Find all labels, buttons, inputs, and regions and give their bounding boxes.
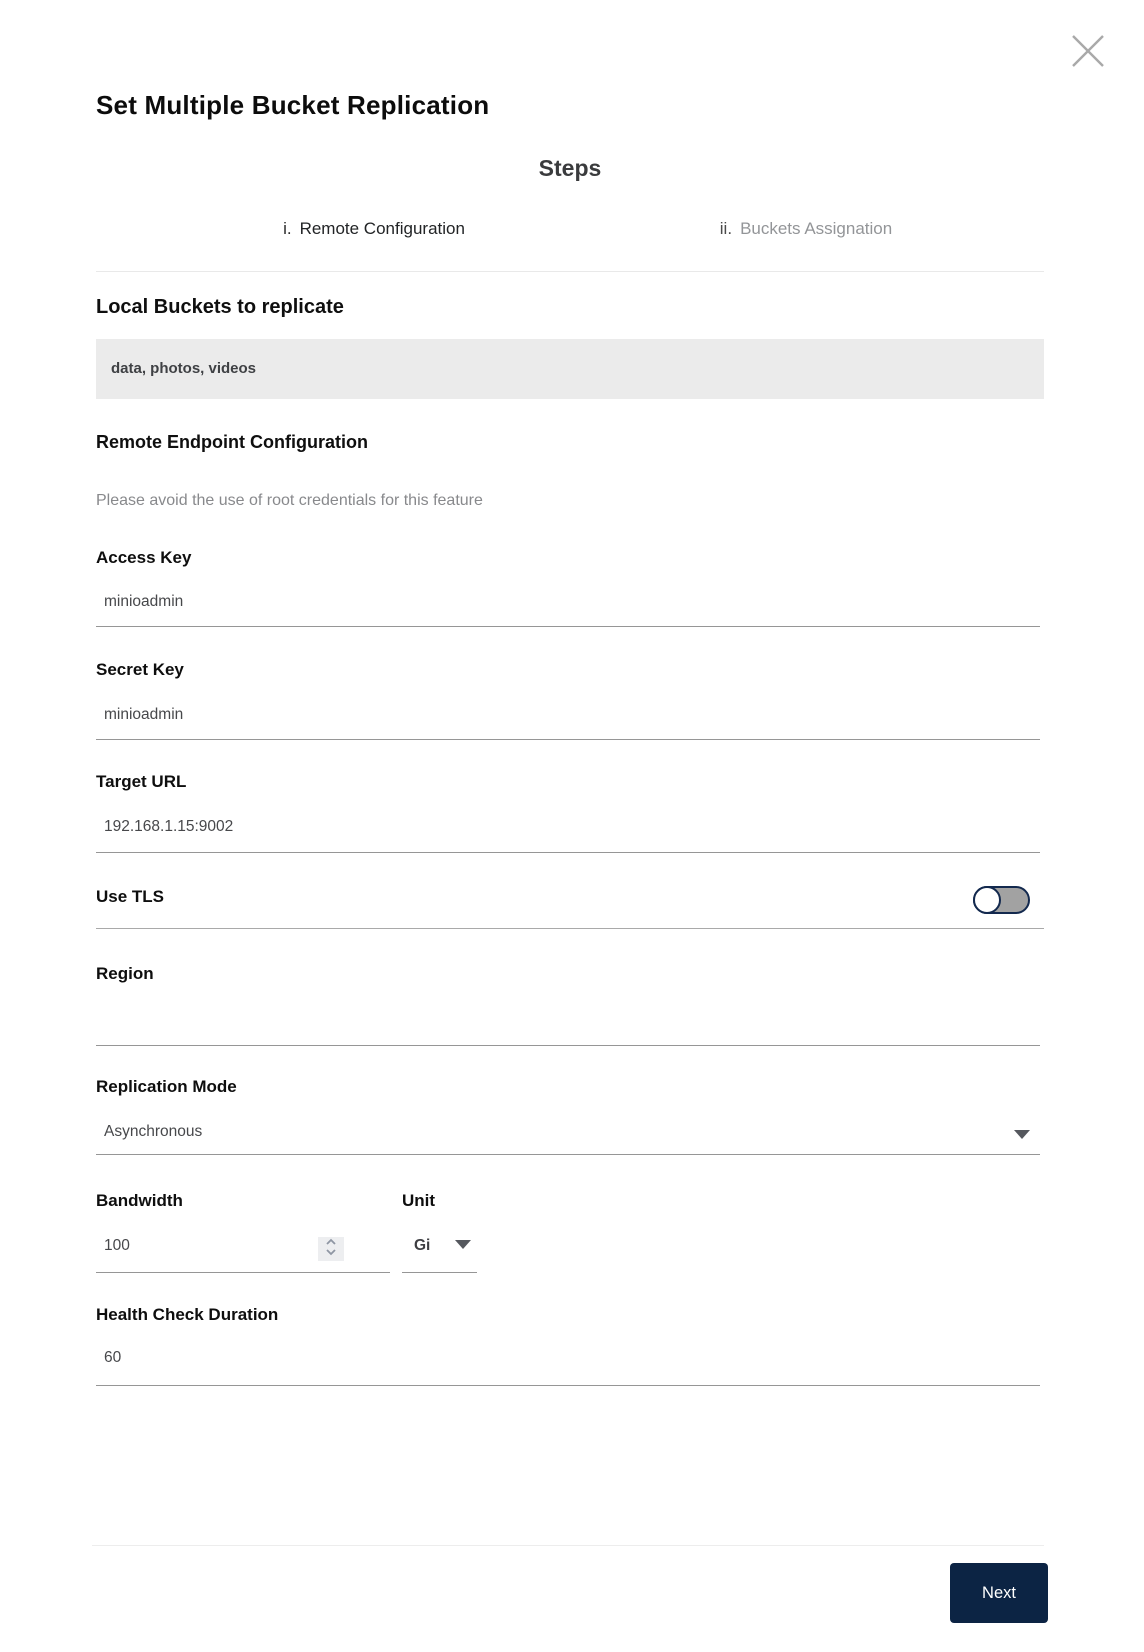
use-tls-label: Use TLS <box>96 887 165 906</box>
unit-value: Gi <box>414 1237 431 1254</box>
root-credentials-helper-text: Please avoid the use of root credentials for this feature <box>96 492 483 509</box>
use-tls-toggle[interactable] <box>973 886 1030 914</box>
region-input[interactable] <box>96 1003 1040 1046</box>
caret-down-icon <box>1014 1130 1030 1139</box>
replication-mode-label: Replication Mode <box>96 1077 237 1096</box>
health-check-duration-input[interactable] <box>96 1340 1040 1386</box>
local-buckets-value: data, photos, videos <box>111 360 257 377</box>
use-tls-divider <box>96 928 1044 929</box>
region-label: Region <box>96 964 154 983</box>
modal-title: Set Multiple Bucket Replication <box>96 90 490 120</box>
target-url-input[interactable] <box>96 809 1040 853</box>
unit-select[interactable] <box>402 1228 477 1273</box>
next-button[interactable]: Next <box>950 1563 1048 1623</box>
step-buckets-assignation[interactable] <box>570 216 1042 242</box>
target-url-value: 192.168.1.15:9002 <box>104 818 234 835</box>
remote-endpoint-heading: Remote Endpoint Configuration <box>96 432 368 452</box>
toggle-knob <box>973 886 1001 914</box>
local-buckets-readonly-field <box>96 339 1044 399</box>
step-label: Buckets Assignation <box>740 219 893 238</box>
close-icon <box>1067 30 1109 75</box>
bandwidth-label: Bandwidth <box>96 1191 183 1210</box>
target-url-label: Target URL <box>96 772 187 791</box>
step-numeral: ii. <box>719 219 733 238</box>
up-down-chevrons-icon <box>323 1237 339 1262</box>
footer-divider <box>92 1545 1044 1546</box>
health-check-duration-label: Health Check Duration <box>96 1305 279 1324</box>
steps-divider <box>96 271 1044 272</box>
health-check-duration-value: 60 <box>104 1349 122 1366</box>
step-numeral: i. <box>283 219 292 238</box>
access-key-label: Access Key <box>96 548 192 567</box>
local-buckets-heading: Local Buckets to replicate <box>96 296 344 318</box>
access-key-input[interactable] <box>96 584 1040 627</box>
step-remote-configuration[interactable] <box>96 216 652 242</box>
replication-mode-select[interactable] <box>96 1114 1040 1155</box>
bandwidth-value: 100 <box>104 1237 130 1254</box>
secret-key-value: minioadmin <box>104 706 184 723</box>
bandwidth-stepper[interactable] <box>318 1237 344 1261</box>
step-label: Remote Configuration <box>299 219 465 238</box>
replication-mode-value: Asynchronous <box>104 1123 203 1140</box>
secret-key-input[interactable] <box>96 697 1040 740</box>
caret-down-icon <box>455 1240 471 1249</box>
access-key-value: minioadmin <box>104 593 184 610</box>
unit-label: Unit <box>402 1191 436 1210</box>
secret-key-label: Secret Key <box>96 660 184 679</box>
steps-heading: Steps <box>538 155 602 181</box>
close-button[interactable] <box>1060 24 1116 80</box>
bandwidth-input[interactable] <box>96 1228 390 1273</box>
